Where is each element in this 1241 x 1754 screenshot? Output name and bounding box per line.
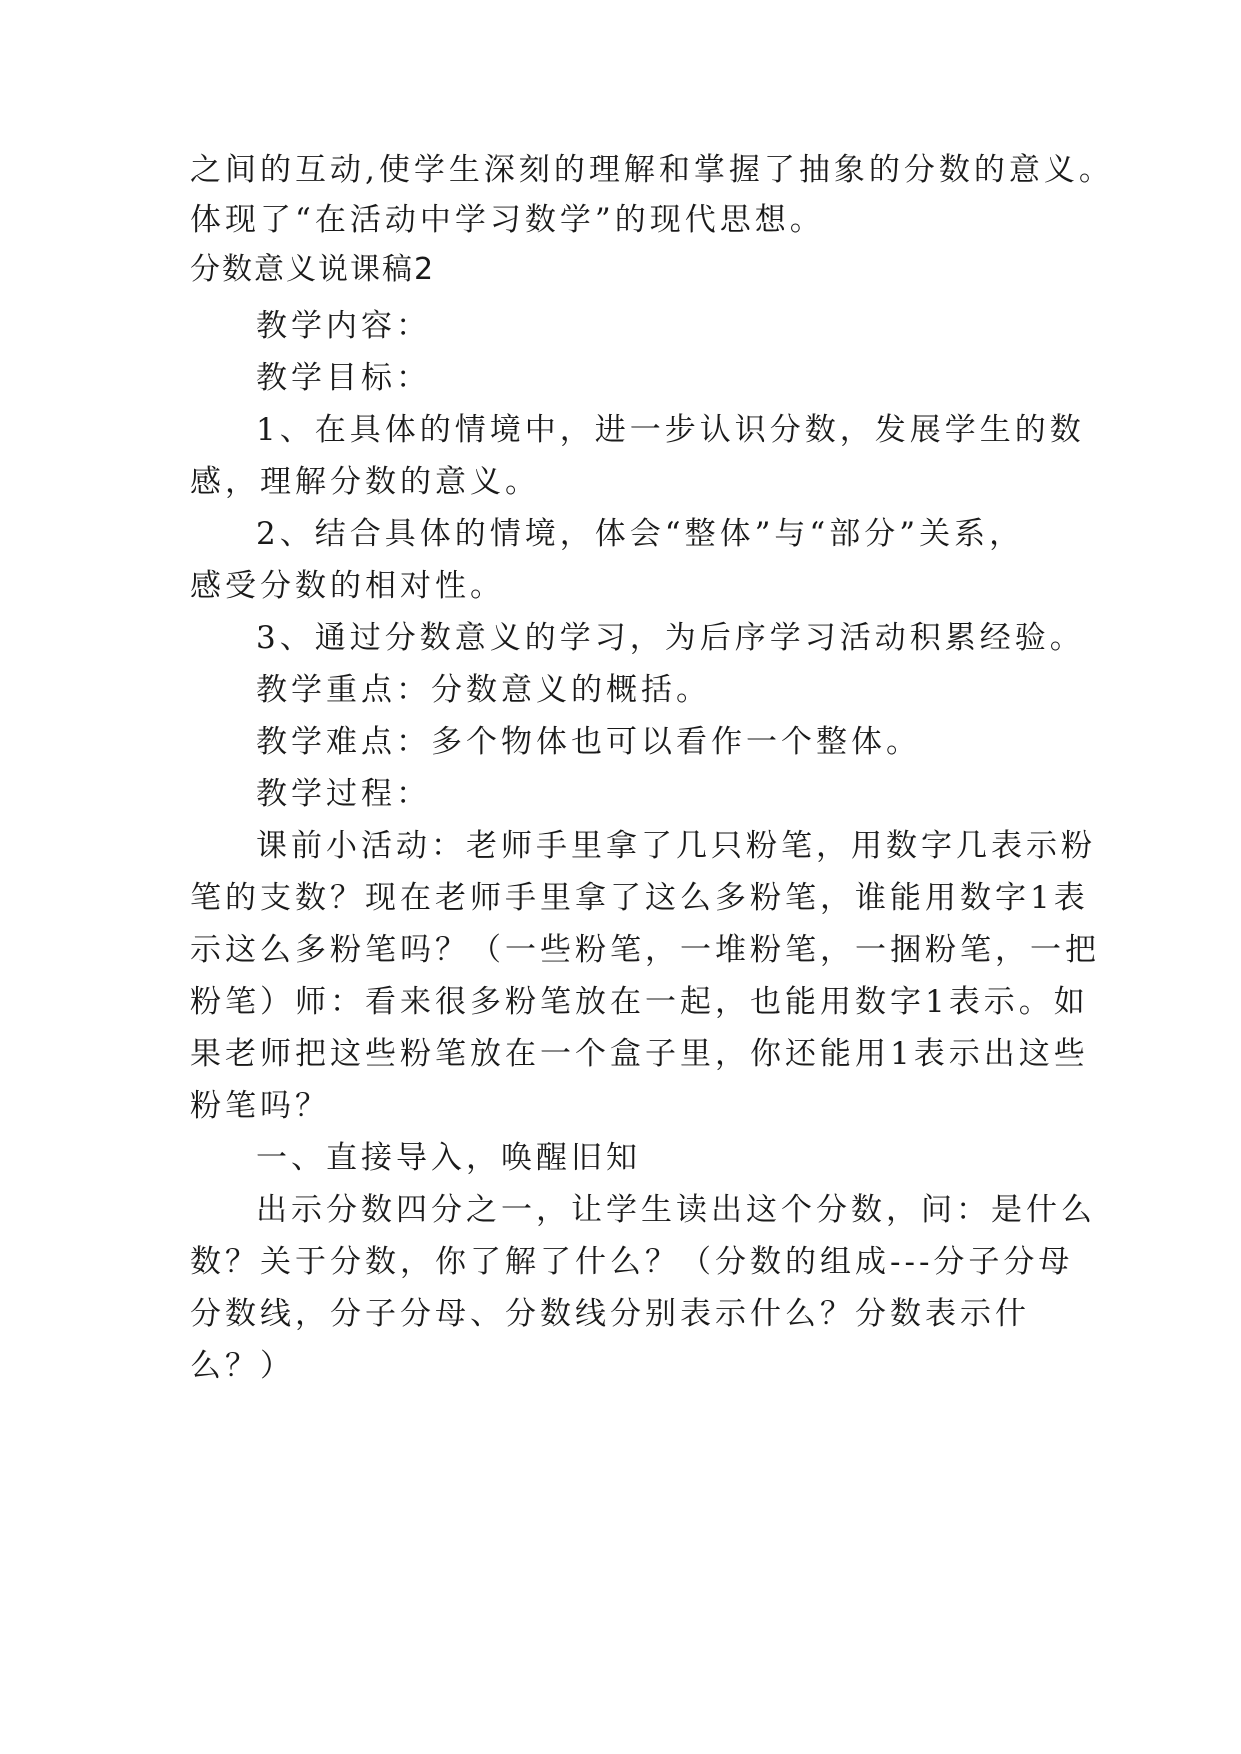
text-line: 粉笔）师：看来很多粉笔放在一起，也能用数字1表示。如: [190, 984, 1089, 1020]
text-line: 教学难点：多个物体也可以看作一个整体。: [256, 724, 921, 760]
text-line: 3、通过分数意义的学习，为后序学习活动积累经验。: [256, 620, 1085, 656]
text-line: 课前小活动：老师手里拿了几只粉笔，用数字几表示粉: [256, 828, 1096, 864]
text-line: 体现了“在活动中学习数学”的现代思想。: [190, 202, 825, 238]
text-line: 数？关于分数，你了解了什么？（分数的组成---分子分母: [190, 1244, 1074, 1280]
text-line: 笔的支数？现在老师手里拿了这么多粉笔，谁能用数字1表: [190, 880, 1089, 916]
text-line: 分数线，分子分母、分数线分别表示什么？分数表示什: [190, 1296, 1030, 1332]
text-line: 么？）: [190, 1348, 295, 1384]
text-line: 粉笔吗？: [190, 1088, 330, 1124]
text-line: 1、在具体的情境中，进一步认识分数，发展学生的数: [256, 412, 1085, 448]
text-line: 出示分数四分之一，让学生读出这个分数，问：是什么: [256, 1192, 1096, 1228]
text-line: 感，理解分数的意义。: [190, 464, 540, 500]
text-line: 教学目标：: [256, 360, 431, 396]
text-line: 教学过程：: [256, 776, 431, 812]
text-line: 果老师把这些粉笔放在一个盒子里，你还能用1表示出这些: [190, 1036, 1089, 1072]
text-line: 感受分数的相对性。: [190, 568, 505, 604]
text-line: 教学重点：分数意义的概括。: [256, 672, 711, 708]
text-line: 一、直接导入，唤醒旧知: [256, 1140, 641, 1176]
text-line: 之间的互动,使学生深刻的理解和掌握了抽象的分数的意义。: [190, 152, 1114, 188]
text-line: 2、结合具体的情境，体会“整体”与“部分”关系，: [256, 516, 1025, 552]
section-title: 分数意义说课稿2: [190, 252, 436, 287]
text-line: 示这么多粉笔吗？（一些粉笔，一堆粉笔，一捆粉笔，一把: [190, 932, 1100, 968]
text-line: 教学内容：: [256, 308, 431, 344]
